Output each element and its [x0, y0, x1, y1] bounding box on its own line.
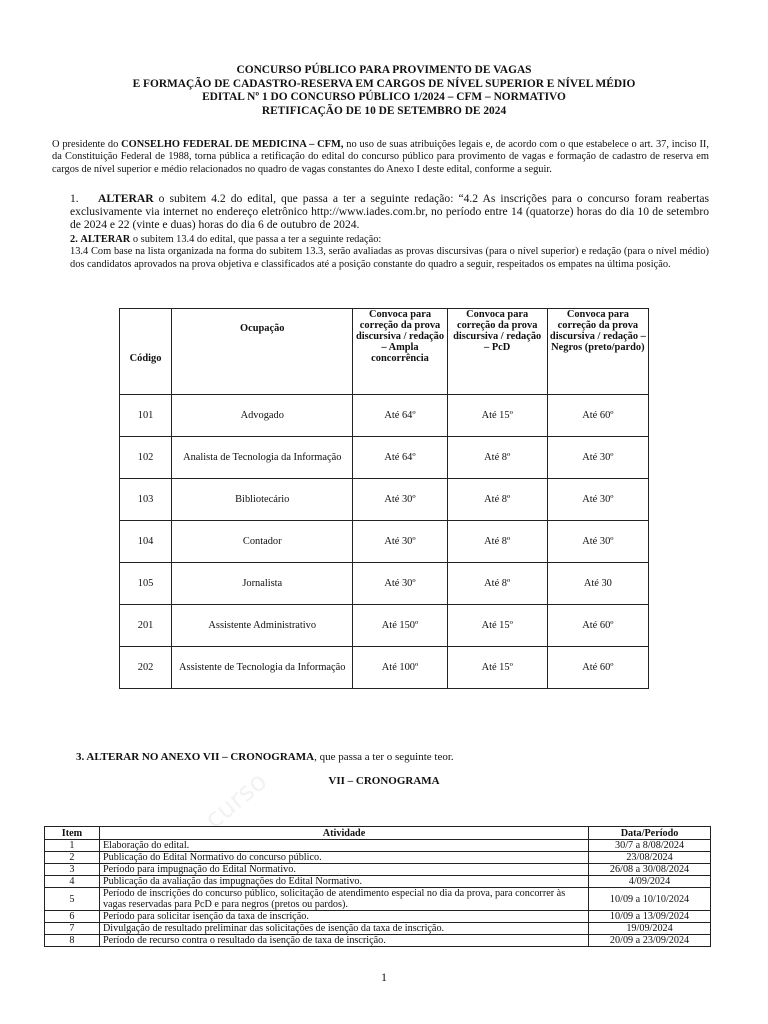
cron-atividade: Elaboração do edital.	[99, 840, 588, 852]
table-row	[45, 840, 711, 852]
cron-item: 3	[45, 864, 100, 876]
cron-atividade: Publicação da avaliação das impugnações do Edital Normativo.	[99, 876, 588, 888]
cell-code: 101	[120, 395, 172, 437]
table-row	[120, 563, 649, 605]
cron-data: 4/09/2024	[589, 876, 711, 888]
table-row	[120, 647, 649, 689]
cell-pcd: Até 8º	[447, 563, 547, 605]
cell-code: 201	[120, 605, 172, 647]
cell-ampla: Até 30º	[353, 563, 447, 605]
cell-negros: Até 30º	[547, 437, 648, 479]
item-3-rest: , que passa a ter o seguinte teor.	[314, 751, 454, 763]
cronograma-header-row	[45, 827, 711, 840]
table-header-row	[120, 309, 649, 395]
table-row	[45, 923, 711, 935]
item-2-subitem: 13.4 Com base na lista organizada na forma do subitem 13.3, serão avaliadas as provas discursivas (para o nível superior) e redação (para o nível médio) dos candidatos aprovados na prova objetiva e classificados até a posição constante do quadro a seguir, respeitados os empates na última posição.	[70, 246, 709, 270]
cron-item: 7	[45, 923, 100, 935]
table-row	[45, 852, 711, 864]
cell-ampla: Até 64º	[353, 395, 447, 437]
cron-item: 6	[45, 911, 100, 923]
document-title	[0, 64, 768, 118]
cron-header-item: Item	[45, 827, 100, 840]
page-number: 1	[381, 970, 387, 984]
cron-data: 19/09/2024	[589, 923, 711, 935]
cell-occupation: Advogado	[172, 395, 353, 437]
cell-ampla: Até 150º	[353, 605, 447, 647]
cron-data: 30/7 a 8/08/2024	[589, 840, 711, 852]
title-line-4: RETIFICAÇÃO DE 10 DE SETEMBRO DE 2024	[261, 104, 507, 117]
watermark: curso	[199, 766, 274, 836]
title-line-3: EDITAL Nº 1 DO CONCURSO PÚBLICO 1/2024 – CFM – NORMATIVO	[202, 91, 566, 103]
cron-item: 8	[45, 935, 100, 947]
item-2-paragraph	[70, 234, 709, 271]
cell-pcd: Até 15º	[447, 395, 547, 437]
cell-ampla: Até 64º	[353, 437, 447, 479]
table-row	[45, 935, 711, 947]
item-1-paragraph	[70, 193, 709, 231]
cron-data: 10/09 a 10/10/2024	[589, 888, 711, 911]
cell-ampla: Até 100º	[353, 647, 447, 689]
col-header-negros: Convoca para correção da prova discursiva / redação – Negros (preto/pardo)	[547, 309, 648, 395]
cron-atividade: Período para impugnação do Edital Normativo.	[99, 864, 588, 876]
cron-data: 10/09 a 13/09/2024	[589, 911, 711, 923]
cron-atividade: Período de recurso contra o resultado da isenção de taxa de inscrição.	[99, 935, 588, 947]
table-row	[120, 521, 649, 563]
cronograma-title: VII – CRONOGRAMA	[328, 775, 440, 787]
cron-item: 1	[45, 840, 100, 852]
table-row	[120, 479, 649, 521]
cell-code: 104	[120, 521, 172, 563]
cell-code: 103	[120, 479, 172, 521]
table-row	[120, 395, 649, 437]
cell-negros: Até 30º	[547, 521, 648, 563]
cron-item: 5	[45, 888, 100, 911]
title-line-1: CONCURSO PÚBLICO PARA PROVIMENTO DE VAGAS	[236, 64, 532, 76]
cell-pcd: Até 15º	[447, 605, 547, 647]
col-header-pcd: Convoca para correção da prova discursiva / redação – PcD	[447, 309, 547, 395]
item-1-verb: ALTERAR	[98, 192, 154, 205]
cell-occupation: Contador	[172, 521, 353, 563]
cell-ampla: Até 30º	[353, 479, 447, 521]
convocation-table	[119, 308, 649, 689]
intro-after: no uso de suas atribuições legais e, de acordo com o que estabelece o art. 37, inciso II, da Constituição Federal de 1988, torna pública a retificação do edital do concurso público para provimento de vagas e formação de cadastro de reserva em cargos de nível superior e médio relacionados no quadro de vagas constantes do Anexo I deste edital, conforme a seguir.	[52, 139, 709, 175]
item-2-text: o subitem 13.4 do edital, que passa a ter a seguinte redação:	[130, 234, 382, 245]
title-line-2: E FORMAÇÃO DE CADASTRO-RESERVA EM CARGOS DE NÍVEL SUPERIOR E NÍVEL MÉDIO	[132, 77, 636, 90]
cron-atividade: Publicação do Edital Normativo do concurso público.	[99, 852, 588, 864]
cell-occupation: Assistente Administrativo	[172, 605, 353, 647]
cell-pcd: Até 8º	[447, 437, 547, 479]
cell-pcd: Até 15º	[447, 647, 547, 689]
cell-occupation: Analista de Tecnologia da Informação	[172, 437, 353, 479]
col-header-ampla: Convoca para correção da prova discursiva / redação – Ampla concorrência	[353, 309, 447, 395]
col-header-ocupacao: Ocupação	[172, 309, 353, 395]
table-row	[45, 864, 711, 876]
cron-item: 2	[45, 852, 100, 864]
cronograma-table	[44, 826, 711, 947]
intro-before: O presidente do	[52, 139, 122, 150]
cell-pcd: Até 8º	[447, 479, 547, 521]
table-row	[45, 911, 711, 923]
cell-occupation: Jornalista	[172, 563, 353, 605]
cron-atividade: Período para solicitar isenção da taxa de inscrição.	[99, 911, 588, 923]
item-3-bold: 3. ALTERAR NO ANEXO VII – CRONOGRAMA	[76, 751, 315, 763]
cell-code: 105	[120, 563, 172, 605]
item-1-number: 1.	[70, 192, 79, 205]
cell-pcd: Até 8º	[447, 521, 547, 563]
cron-item: 4	[45, 876, 100, 888]
item-2-number: 2.	[70, 234, 78, 245]
cron-data: 23/08/2024	[589, 852, 711, 864]
table-row	[45, 876, 711, 888]
cron-data: 26/08 a 30/08/2024	[589, 864, 711, 876]
item-1-text: o subitem 4.2 do edital, que passa a ter a seguinte redação: “4.2 As inscrições para o concurso foram reabertas exclusivamente via internet no endereço eletrônico http://www.iades.com.br, no período entre 14 (quatorze) horas do dia 10 de setembro de 2024 e 22 (vinte e duas) horas do dia 6 de outubro de 2024.	[70, 192, 709, 231]
col-header-codigo: Código	[120, 309, 172, 395]
cell-occupation: Bibliotecário	[172, 479, 353, 521]
table-row	[120, 437, 649, 479]
item-2-verb: ALTERAR	[80, 234, 131, 245]
cell-negros: Até 60º	[547, 605, 648, 647]
intro-org: CONSELHO FEDERAL DE MEDICINA – CFM,	[121, 139, 344, 150]
cron-atividade: Período de inscrições do concurso público, solicitação de atendimento especial no dia da prova, para concorrer às vagas reservadas para PcD e para negros (pretos ou pardos).	[99, 888, 588, 911]
table-row	[120, 605, 649, 647]
cell-negros: Até 60º	[547, 395, 648, 437]
cell-occupation: Assistente de Tecnologia da Informação	[172, 647, 353, 689]
table-row	[45, 888, 711, 911]
cell-negros: Até 30	[547, 563, 648, 605]
cell-ampla: Até 30º	[353, 521, 447, 563]
cron-atividade: Divulgação de resultado preliminar das solicitações de isenção da taxa de inscrição.	[99, 923, 588, 935]
intro-paragraph	[52, 139, 709, 176]
cron-data: 20/09 a 23/09/2024	[589, 935, 711, 947]
cell-negros: Até 30º	[547, 479, 648, 521]
cell-negros: Até 60º	[547, 647, 648, 689]
cron-header-atividade: Atividade	[99, 827, 588, 840]
cell-code: 102	[120, 437, 172, 479]
cell-code: 202	[120, 647, 172, 689]
cron-header-data: Data/Período	[589, 827, 711, 840]
